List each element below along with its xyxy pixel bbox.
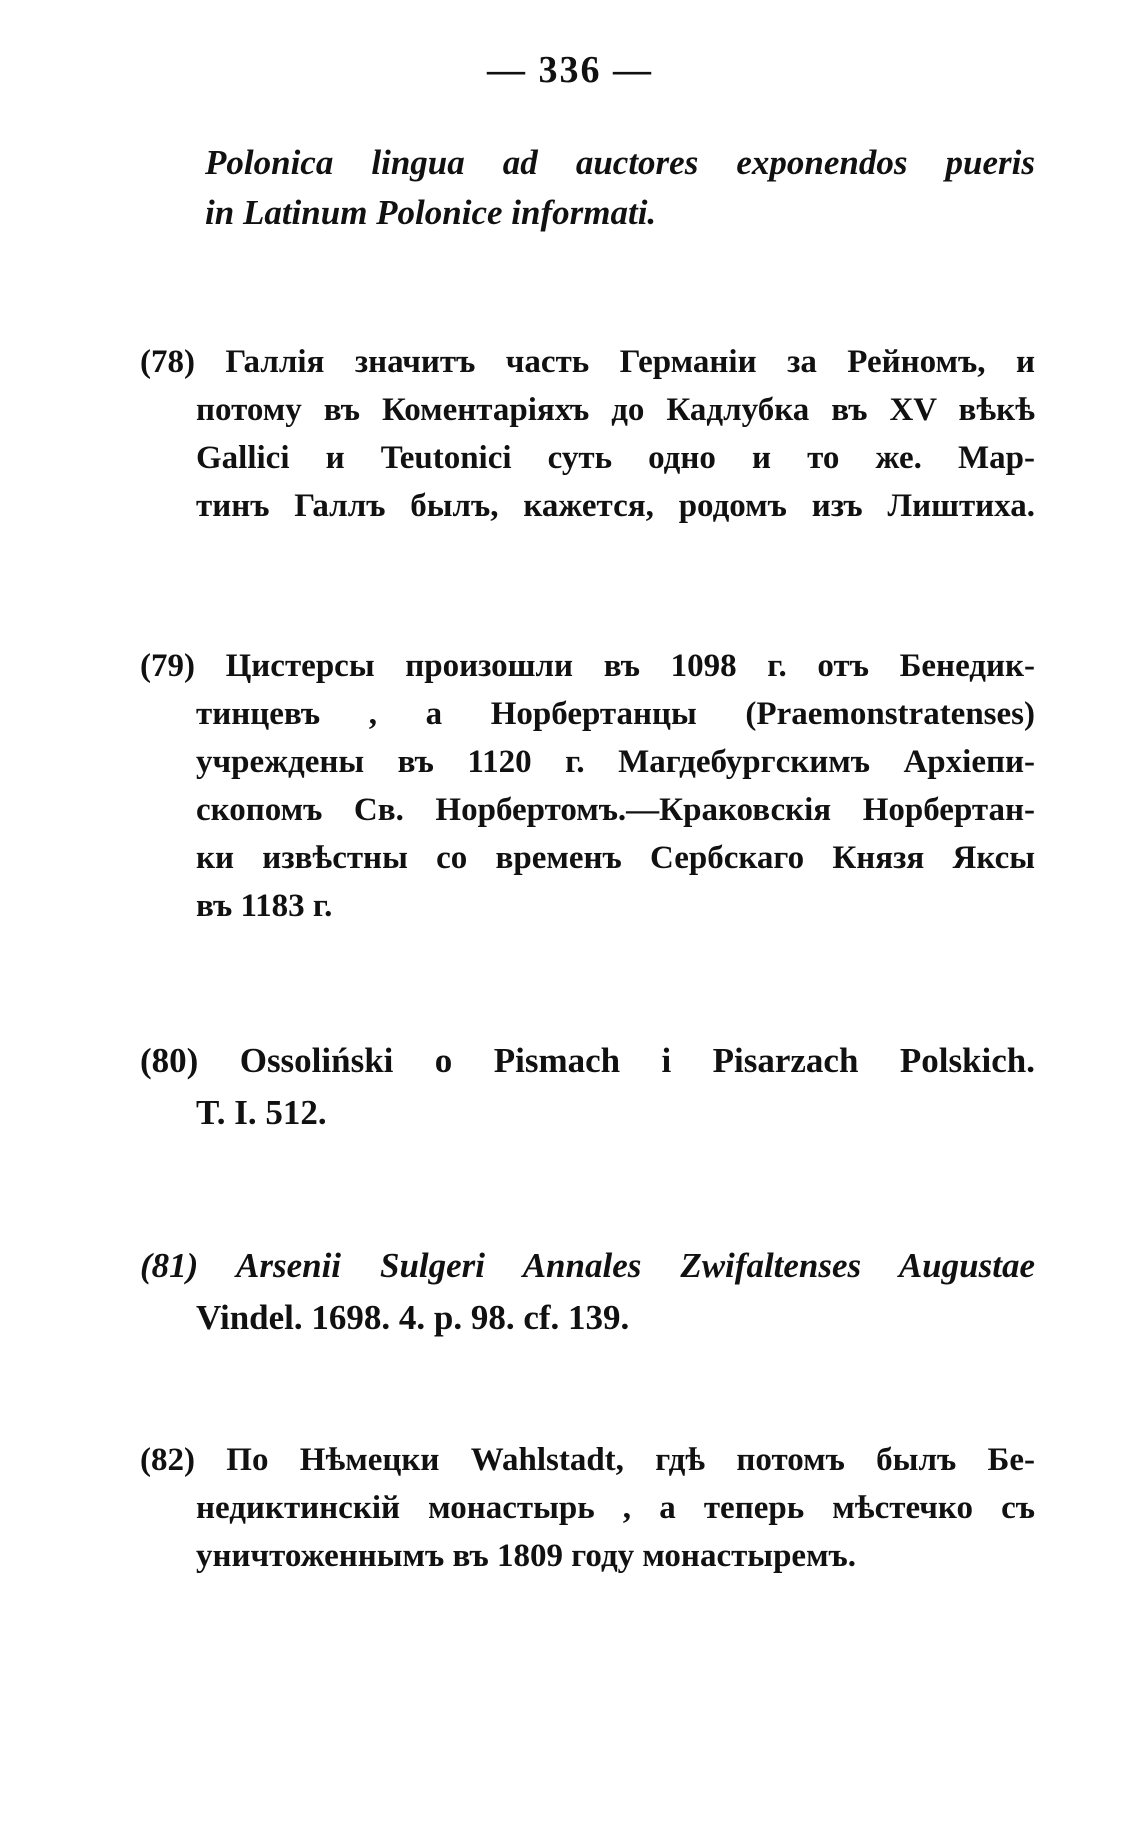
text-line: потому въ Коментаріяхъ до Кадлубка въ XV вѣкѣ — [196, 392, 1035, 428]
continuation-text — [205, 138, 1035, 238]
page-number: — 336 — — [487, 49, 653, 91]
text-line: скопомъ Св. Норбертомъ.—Краковскія Норбертан- — [196, 792, 1035, 828]
text-line: недиктинскій монастырь , а теперь мѣстечко съ — [196, 1490, 1035, 1526]
text-line: Gallici и Teutonici суть одно и то же. Мар- — [196, 440, 1035, 476]
footnote-79 — [140, 642, 1035, 930]
text-line: (82) По Нѣмецки Wahlstadt, гдѣ потомъ былъ Бе- — [140, 1442, 1035, 1478]
text-line: (78) Галлія значитъ часть Германіи за Рейномъ, и — [140, 344, 1035, 380]
text-line: въ 1183 г. — [196, 888, 333, 924]
text-line: in Latinum Polonice informati. — [205, 193, 657, 232]
text-line: (81) Arsenii Sulgeri Annales Zwifaltenses Augustae — [140, 1246, 1035, 1285]
text-line: Polonica lingua ad auctores exponendos pueris — [205, 143, 1035, 182]
text-line: (79) Цистерсы произошли въ 1098 г. отъ Бенедик- — [140, 648, 1035, 684]
text-line: уничтоженнымъ въ 1809 году монастыремъ. — [196, 1538, 857, 1574]
text-line: T. I. 512. — [196, 1093, 327, 1132]
text-line: ки извѣстны со временъ Сербскаго Князя Яксы — [196, 840, 1035, 876]
footnote-81 — [140, 1240, 1035, 1344]
footnote-82 — [140, 1436, 1035, 1580]
footnote-80 — [140, 1035, 1035, 1139]
footnote-78 — [140, 338, 1035, 530]
text-line: учреждены въ 1120 г. Магдебургскимъ Архіепи- — [196, 744, 1035, 780]
text-line: Vindel. 1698. 4. p. 98. cf. 139. — [196, 1298, 630, 1337]
text-line: тинъ Галлъ былъ, кажется, родомъ изъ Лиштиха. — [196, 488, 1035, 524]
text-line: (80) Ossoliński o Pismach i Pisarzach Polskich. — [140, 1041, 1035, 1080]
text-line: тинцевъ , а Норбертанцы (Praemonstratenses) — [196, 696, 1035, 732]
